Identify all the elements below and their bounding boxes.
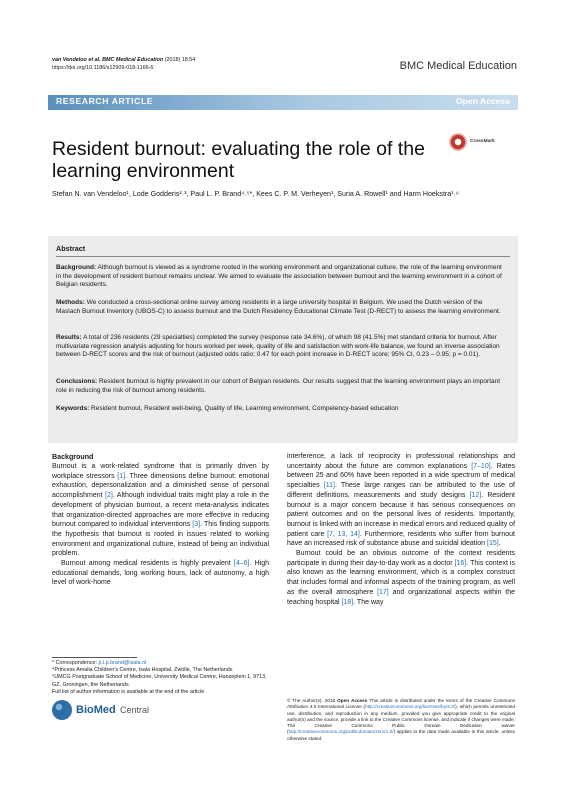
footnote-divider: [52, 657, 137, 658]
text-run: © The Author(s). 2018: [287, 698, 338, 703]
text-run: . Three dimensions define burnout: emotional exhaustion, depersonalization and a diminished sense of personal accomplishment: [52, 472, 269, 500]
affiliation: ⁵UMCG Postgraduate School of Medicine, University Medical Centre, Hanzeplein 1, 9713, GZ, Groningen, the Netherlands: [52, 674, 267, 688]
text-run: . Rates between 25 and 60% have been reported in a wide spectrum of medical specialties: [287, 462, 515, 490]
waiver-link[interactable]: http://creativecommons.org/publicdomain/zero/1.0/: [288, 729, 394, 735]
abstract-keywords-label: Keywords:: [56, 405, 90, 412]
text-run: ), which permits unrestricted use, distribution, and reproduction in any medium, provided you give appropriate credit to the original author(s) and the source, provide a link to the Creative Commons license, and indicate if changes were made. The Creative Commons Public Domain Dedication waiver (: [287, 704, 515, 735]
reference-link[interactable]: [2]: [105, 492, 113, 500]
footnotes: [52, 660, 269, 696]
abstract-methods-text: We conducted a cross-sectional online survey among residents in a large university hospital in Belgium. We used the Dutch version of the Maslach Burnout Inventory (UBOS-C) to assess burnout and the Dutch Residency Educational Climate Test (D-RECT) to assess the learning environment.: [56, 299, 501, 315]
crossmark-label: CrossMark: [470, 139, 495, 144]
reference-link[interactable]: [12]: [469, 491, 482, 499]
correspondence-label: * Correspondence:: [52, 660, 99, 666]
abstract-conclusions-text: Resident burnout is highly prevalent in our cohort of Belgian residents. Our results suggest that the learning environment plays an important role in reducing the risk of burnout among residents.: [56, 378, 501, 394]
abstract-methods: [56, 299, 506, 316]
text-run: Open Access: [337, 698, 368, 703]
abstract-keywords: [56, 405, 506, 414]
citation: [52, 56, 195, 72]
abstract-conclusions: [56, 378, 506, 395]
text-run: . These large ranges can be attributed to the use of different definitions, measurements and study designs: [287, 482, 515, 499]
abstract-results: [56, 334, 506, 360]
reference-link[interactable]: [18]: [341, 598, 354, 606]
journal-name: BMC Medical Education: [399, 60, 517, 72]
body-left-column: [52, 452, 269, 588]
doi-link[interactable]: https://doi.org/10.1186/s12909-018-1166-6: [52, 65, 154, 71]
text-run: . Although individual traits might play a role in the development of physician burnout, a recent meta-analysis indicates that organization-directed approaches are more effective in reducing burnout compared to individual interventions: [52, 492, 269, 529]
reference-link[interactable]: [11]: [323, 482, 335, 490]
article-type: RESEARCH ARTICLE: [56, 96, 154, 106]
text-run: . High educational demands, long working hours, lack of autonomy, a high level of work-home: [52, 560, 269, 587]
logo-text-biomed: BioMed: [76, 704, 116, 716]
article-banner: [48, 95, 518, 110]
biomed-logo-icon: [52, 700, 72, 720]
text-run: . Furthermore, residents who suffer from burnout have an increased risk of substance abuse and suicidal ideation: [287, 530, 515, 548]
affiliation: ⁴Princess Amalia Children’s Centre, Isala Hospital, Zwolle, The Netherlands: [52, 667, 233, 674]
abstract-divider: [56, 256, 510, 257]
abstract-heading: Abstract: [56, 244, 86, 253]
abstract-background-text: Although burnout is viewed as a syndrome rooted in the working environment and organizational culture, the role of the learning environment in the development of resident burnout remains unclear. We aimed to evaluate the association between burnout and the learning environment in a cohort of Belgian residents.: [56, 264, 502, 288]
crossmark-icon: [449, 133, 467, 151]
author-info-note: Full list of author information is available at the end of the article: [52, 688, 205, 695]
text-run: This article is distributed under the terms of the Creative Commons Attribution 4.0 International License (: [287, 698, 516, 710]
reference-link[interactable]: [7–10]: [471, 462, 491, 470]
reference-link[interactable]: [3]: [192, 521, 201, 529]
reference-link[interactable]: [1]: [117, 472, 126, 480]
abstract-keywords-text: Resident burnout, Resident well-being, Quality of life, Learning environment, Competency-based education: [89, 405, 399, 412]
author-list: Stefan N. van Vendeloo¹, Lode Godderis²˒³, Paul L. P. Brand⁴˒⁵*, Kees C. P. M. Verheyen¹, Suria A. Rowell¹ and Harm Hoekstra¹˒⁶: [52, 190, 459, 198]
license-link[interactable]: http://creativecommons.org/licenses/by/4.0/: [364, 704, 456, 710]
text-run: . The way: [353, 598, 384, 606]
text-run: and organizational aspects within the teaching hospital: [287, 588, 515, 606]
body-paragraph: [287, 452, 515, 549]
correspondence: [52, 660, 269, 667]
reference-link[interactable]: [15]: [487, 540, 499, 548]
logo-text-central: Central: [120, 705, 150, 715]
text-run: ) applies to the data made available in this article, unless otherwise stated.: [287, 729, 515, 741]
reference-link[interactable]: [4–6]: [233, 560, 250, 568]
text-run: Burnout among medical residents is highly prevalent: [61, 560, 234, 568]
abstract-conclusions-label: Conclusions:: [56, 378, 98, 385]
article-title: Resident burnout: evaluating the role of the learning environment: [52, 138, 425, 182]
body-paragraph: [52, 462, 269, 559]
text-run: . This context is also known as the learning environment, which is a complex construct that includes formal and informal aspects of the training program, as well as the overall atmosphere: [287, 559, 515, 596]
text-run: interference, a lack of reciprocity in professional relationships and uncertainty about the future are common explanations: [287, 453, 515, 470]
text-run: Burnout could be an obvious outcome of the context residents participate in during their day-to-day work as a doctor: [287, 550, 515, 567]
reference-link[interactable]: [7, 13, 14]: [327, 530, 360, 538]
abstract-box: [48, 236, 518, 443]
abstract-results-label: Results:: [56, 334, 82, 341]
abstract-results-text: A total of 236 residents (29 specialties) completed the survey (response rate 34.6%), of which 98 (41.5%) met standard criteria for burnout. After multivariate regression analysis adjusting for hours worked per week, quality of life and satisfaction with work-life balance, we found an inverse association between D-RECT scores and the risk of burnout (adjusted odds ratio; 0.47 for each point increase in D-RECT score; 95% CI, 0.23 – 0.95; p = 0.01).: [56, 334, 500, 358]
body-right-column: [287, 452, 515, 607]
citation-volume: (2018) 18:54: [163, 57, 196, 63]
body-paragraph: [287, 549, 515, 607]
correspondence-email-link[interactable]: p.l.p.brand@isala.nl: [98, 660, 147, 666]
abstract-methods-label: Methods:: [56, 299, 85, 306]
biomed-central-logo: [52, 700, 172, 722]
text-run: Burnout is a work-related syndrome that is primarily driven by workplace stressors: [52, 463, 269, 480]
reference-link[interactable]: [16]: [454, 559, 467, 567]
reference-link[interactable]: [17]: [377, 588, 389, 596]
abstract-background-label: Background:: [56, 264, 97, 271]
license-notice: [287, 698, 515, 742]
abstract-background: [56, 264, 506, 290]
open-access-label: Open Access: [455, 96, 510, 106]
citation-journal: van Vendeloo et al. BMC Medical Education: [52, 57, 164, 63]
section-heading-background: Background: [52, 453, 94, 461]
text-run: . Resident burnout is a major concern because it has serious consequences on patient outcomes and on the personal lives of residents. Importantly, burnout is linked with an increase in medical errors and reduced quality of patient care: [287, 491, 516, 538]
text-run: . This finding supports the hypothesis that burnout is rooted in issues related to working environment and organizational culture, instead of being an individual problem.: [52, 521, 269, 558]
crossmark-badge[interactable]: [449, 133, 507, 155]
text-run: .: [498, 540, 501, 548]
body-paragraph: [52, 559, 269, 588]
